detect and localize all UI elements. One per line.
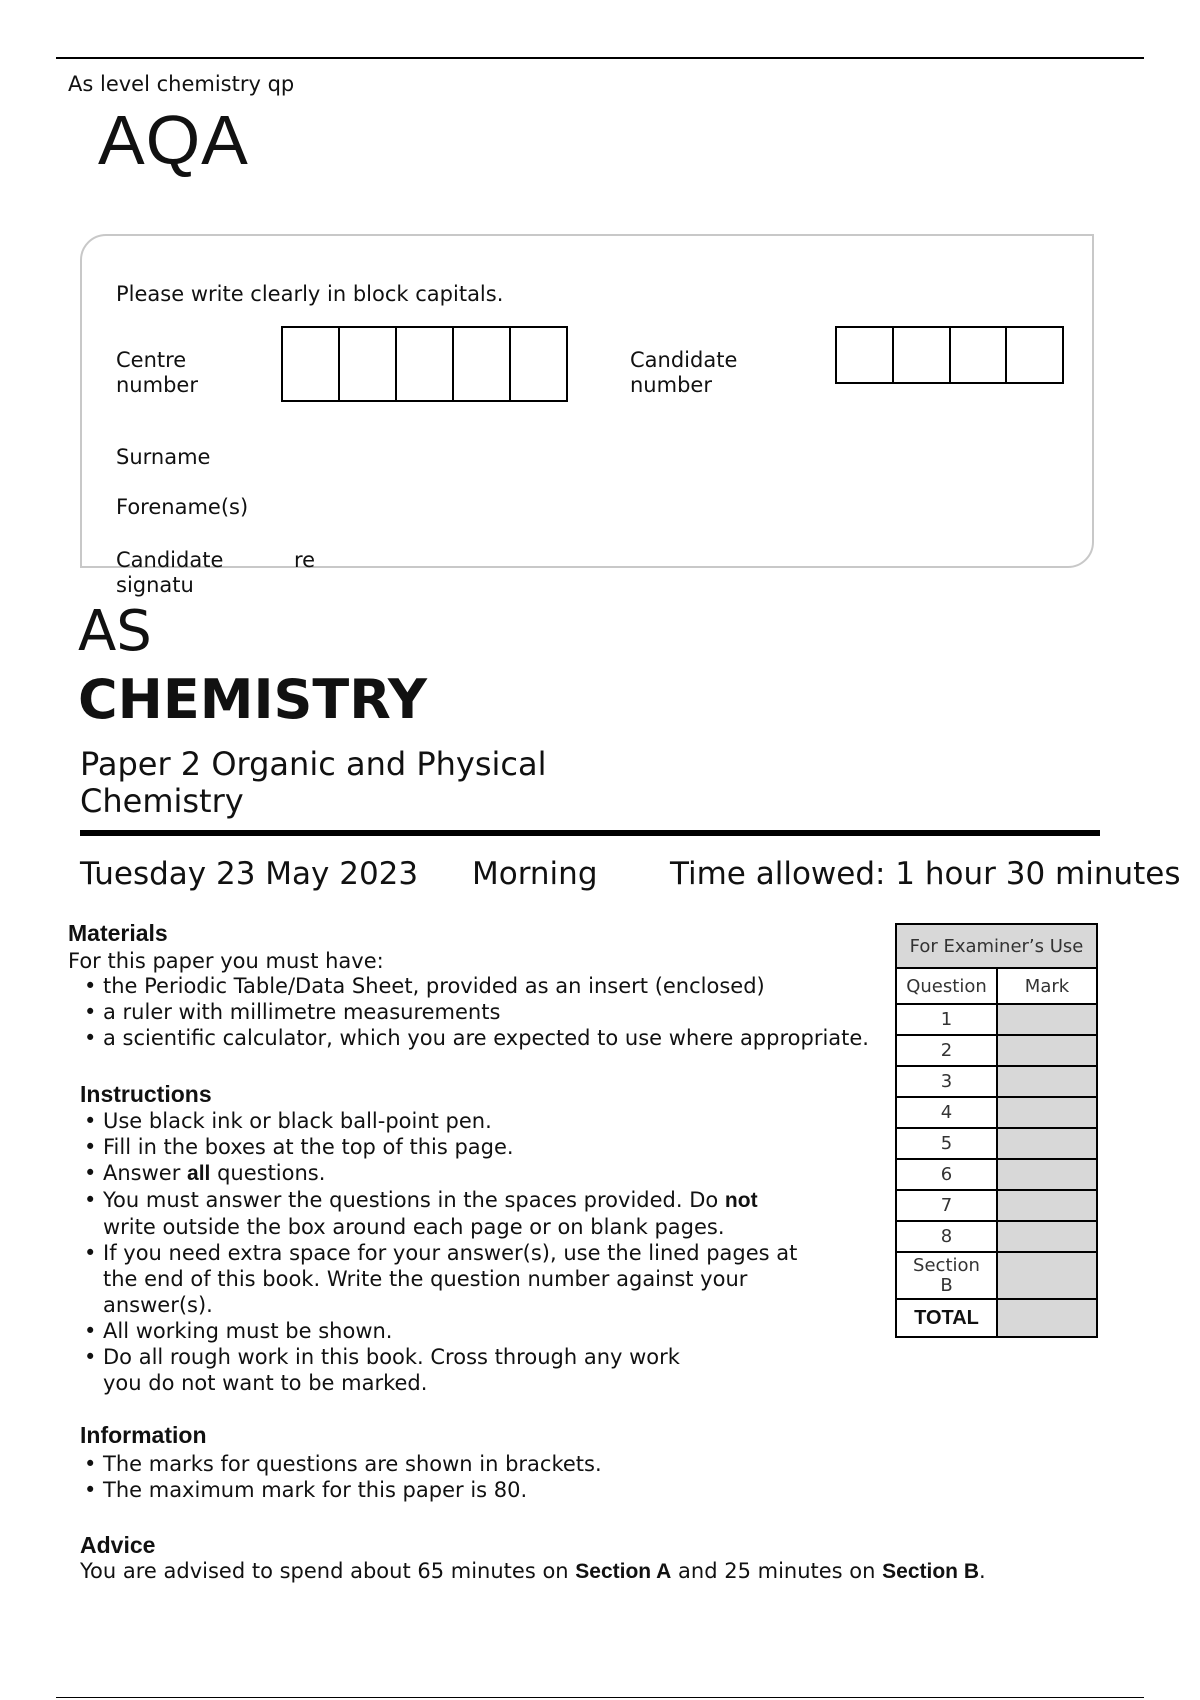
mark-cell	[997, 1066, 1097, 1097]
surname-label: Surname	[116, 445, 211, 469]
signature-label-suffix: re	[294, 548, 316, 572]
question-number: 1	[896, 1004, 997, 1035]
list-item: • a ruler with millimetre measurements	[80, 999, 980, 1025]
aqa-logo: AQA	[98, 101, 249, 179]
centre-number-digit-box[interactable]	[397, 328, 454, 400]
bottom-rule	[56, 1697, 1144, 1698]
list-item: • The marks for questions are shown in brackets.	[80, 1451, 880, 1477]
mark-cell	[997, 1128, 1097, 1159]
block-capitals-instruction: Please write clearly in block capitals.	[116, 282, 504, 306]
time-allowed: Time allowed: 1 hour 30 minutes	[670, 856, 1181, 892]
list-item: • Answer all questions.	[80, 1160, 880, 1187]
question-number: 6	[896, 1159, 997, 1190]
question-number: 5	[896, 1128, 997, 1159]
mark-cell	[997, 1252, 1097, 1299]
candidate-number-digit-box[interactable]	[1007, 328, 1062, 382]
examiner-table-title: For Examiner’s Use	[896, 924, 1097, 968]
mark-cell	[997, 1221, 1097, 1252]
mark-cell	[997, 1159, 1097, 1190]
document-label: As level chemistry qp	[68, 72, 295, 96]
question-column-header: Question	[896, 968, 997, 1004]
mark-column-header: Mark	[997, 968, 1097, 1004]
mark-cell	[997, 1004, 1097, 1035]
title-divider	[80, 830, 1100, 836]
materials-intro: For this paper you must have:	[68, 949, 384, 973]
centre-number-boxes[interactable]	[281, 326, 568, 402]
centre-number-label: Centre number	[116, 348, 198, 397]
exam-date: Tuesday 23 May 2023	[80, 856, 419, 892]
candidate-number-digit-box[interactable]	[837, 328, 894, 382]
materials-heading: Materials	[68, 920, 168, 946]
information-heading: Information	[80, 1422, 207, 1448]
candidate-number-boxes[interactable]	[835, 326, 1064, 384]
list-item: • Use black ink or black ball-point pen.	[80, 1108, 880, 1134]
advice-heading: Advice	[80, 1532, 156, 1558]
list-item: • All working must be shown.	[80, 1318, 880, 1344]
centre-number-digit-box[interactable]	[283, 328, 340, 400]
candidate-number-digit-box[interactable]	[951, 328, 1008, 382]
exam-session: Morning	[472, 856, 598, 892]
question-number: 3	[896, 1066, 997, 1097]
subject-title: CHEMISTRY	[78, 668, 427, 731]
examiner-use-table	[895, 923, 1098, 1338]
centre-number-digit-box[interactable]	[511, 328, 566, 400]
list-item: • You must answer the questions in the spaces provided. Do not write outside the box around each page or on blank pages.	[80, 1187, 880, 1240]
list-item: • Do all rough work in this book. Cross through any work you do not want to be marked.	[80, 1344, 880, 1396]
total-label: TOTAL	[896, 1299, 997, 1337]
level-title: AS	[78, 599, 152, 664]
top-rule	[56, 57, 1144, 59]
list-item: • The maximum mark for this paper is 80.	[80, 1477, 880, 1503]
centre-number-digit-box[interactable]	[340, 328, 397, 400]
question-number: 4	[896, 1097, 997, 1128]
instructions-heading: Instructions	[80, 1081, 212, 1107]
list-item: • a scientific calculator, which you are expected to use where appropriate.	[80, 1025, 980, 1051]
section-b-label: Section B	[896, 1252, 997, 1299]
forenames-label: Forename(s)	[116, 495, 249, 519]
list-item: • Fill in the boxes at the top of this page.	[80, 1134, 880, 1160]
mark-cell	[997, 1097, 1097, 1128]
question-number: 8	[896, 1221, 997, 1252]
information-list	[80, 1451, 880, 1503]
materials-list	[80, 973, 980, 1051]
signature-label: Candidate signatu	[116, 548, 224, 597]
mark-cell	[997, 1190, 1097, 1221]
question-number: 7	[896, 1190, 997, 1221]
centre-number-digit-box[interactable]	[454, 328, 511, 400]
candidate-number-label: Candidate number	[630, 348, 738, 397]
instructions-list	[80, 1108, 880, 1396]
list-item: • If you need extra space for your answer(s), use the lined pages at the end of this book. Write the question number against your answer(s).	[80, 1240, 880, 1318]
paper-title: Paper 2 Organic and Physical Chemistry	[80, 745, 547, 820]
list-item: • the Periodic Table/Data Sheet, provided as an insert (enclosed)	[80, 973, 980, 999]
candidate-number-digit-box[interactable]	[894, 328, 951, 382]
advice-text: You are advised to spend about 65 minutes on Section A and 25 minutes on Section B.	[80, 1559, 986, 1583]
total-mark-cell	[997, 1299, 1097, 1337]
mark-cell	[997, 1035, 1097, 1066]
question-number: 2	[896, 1035, 997, 1066]
